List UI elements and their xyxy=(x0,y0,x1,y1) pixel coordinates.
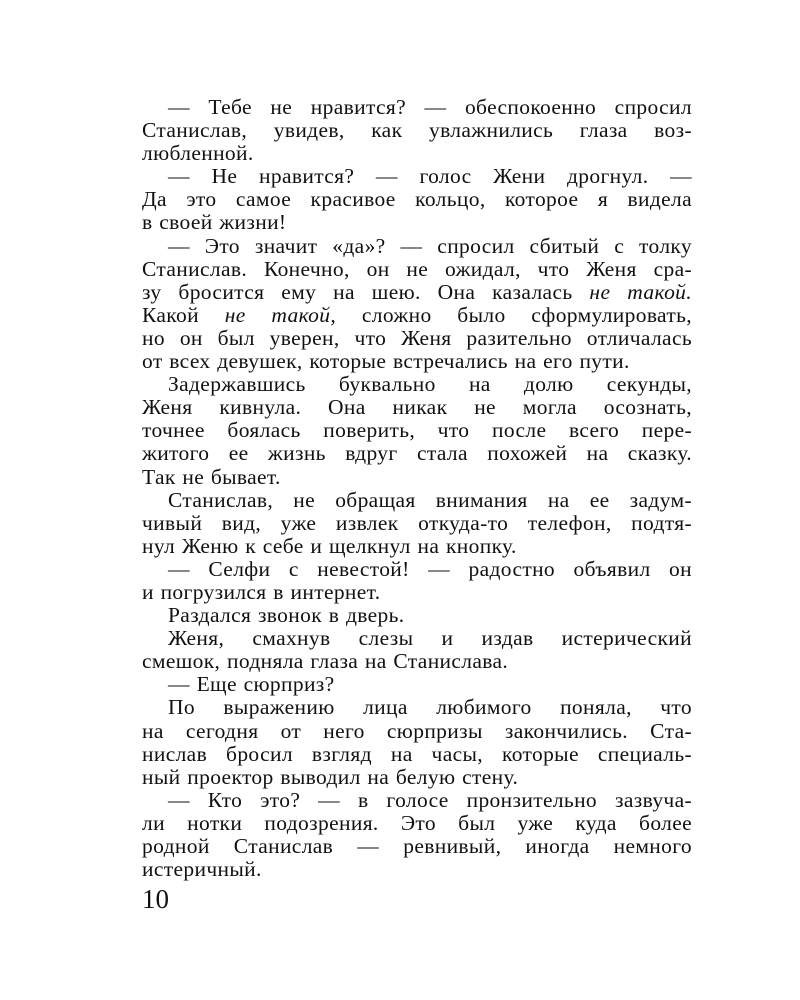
paragraph xyxy=(142,373,692,488)
text-line: Задержавшись буквально на долю секунды, xyxy=(168,372,692,397)
text-run: сложно было сформулировать, xyxy=(336,302,693,327)
text-line: Станислав, увидев, как увлажнились глаза воз- xyxy=(142,118,692,143)
text-line: Станислав. Конечно, он не ожидал, что Женя сра- xyxy=(142,256,692,281)
paragraph xyxy=(142,489,692,558)
paragraph xyxy=(142,673,692,696)
text-line: житого ее жизнь вдруг стала похожей на сказку. xyxy=(142,441,692,466)
text-run: зу бросится ему на шею. Она казалась xyxy=(142,279,590,304)
text-line: Раздался звонок в дверь. xyxy=(168,603,405,628)
text-line: любленной. xyxy=(142,141,254,166)
text-line: и погрузился в интернет. xyxy=(142,579,381,604)
paragraph xyxy=(142,604,692,627)
paragraph xyxy=(142,789,692,881)
text-line: — Кто это? — в голосе пронзительно зазвуча- xyxy=(168,787,692,812)
paragraph xyxy=(142,558,692,604)
paragraph xyxy=(142,696,692,788)
text-line: точнее боялась поверить, что после всего пере- xyxy=(142,418,692,443)
text-line: — Не нравится? — голос Жени дрогнул. — xyxy=(168,164,692,189)
text-line: но он был уверен, что Женя разительно отличалась xyxy=(142,325,692,350)
paragraph xyxy=(142,165,692,234)
text-line: — Тебе не нравится? — обеспокоенно спросил xyxy=(168,95,692,119)
text-line: Женя кивнула. Она никак не могла осознать, xyxy=(142,395,692,420)
text-line: ли нотки подозрения. Это был уже куда более xyxy=(142,810,692,835)
text-line: в своей жизни! xyxy=(142,210,287,235)
italic-text: не такой, xyxy=(224,302,337,327)
paragraph xyxy=(142,96,692,165)
text-line: — Еще сюрприз? xyxy=(168,672,335,697)
text-line: — Это значит «да»? — спросил сбитый с толку xyxy=(168,233,692,258)
text-line: Станислав, не обращая внимания на ее задум- xyxy=(168,487,692,512)
text-line: ный проектор выводил на белую стену. xyxy=(142,764,519,789)
text-line: нул Женю к себе и щелкнул на кнопку. xyxy=(142,533,517,558)
text-run: Какой xyxy=(142,302,225,327)
page-number: 10 xyxy=(142,884,169,914)
text-line xyxy=(142,304,692,327)
body-text xyxy=(142,96,692,881)
text-line: от всех девушек, которые встречались на его пути. xyxy=(142,349,630,374)
text-line: чивый вид, уже извлек откуда-то телефон, подтя- xyxy=(142,510,692,535)
paragraph xyxy=(142,627,692,673)
text-line: По выражению лица любимого поняла, что xyxy=(168,695,692,720)
paragraph xyxy=(142,235,692,374)
text-line: Женя, смахнув слезы и издав истерический xyxy=(168,626,692,651)
italic-text: не такой. xyxy=(589,279,693,304)
text-line: на сегодня от него сюрпризы закончились. Ста- xyxy=(142,718,692,743)
text-line: Да это самое красивое кольцо, которое я видела xyxy=(142,187,692,212)
text-line: Так не бывает. xyxy=(142,464,281,489)
text-line: смешок, подняла глаза на Станислава. xyxy=(142,649,509,674)
text-line: родной Станислав — ревнивый, иногда немного xyxy=(142,834,692,858)
text-line: нислав бросил взгляд на часы, которые специаль- xyxy=(142,741,692,766)
text-line: истеричный. xyxy=(142,857,262,882)
text-line: — Селфи с невестой! — радостно объявил он xyxy=(168,556,692,581)
text-line xyxy=(142,281,692,304)
